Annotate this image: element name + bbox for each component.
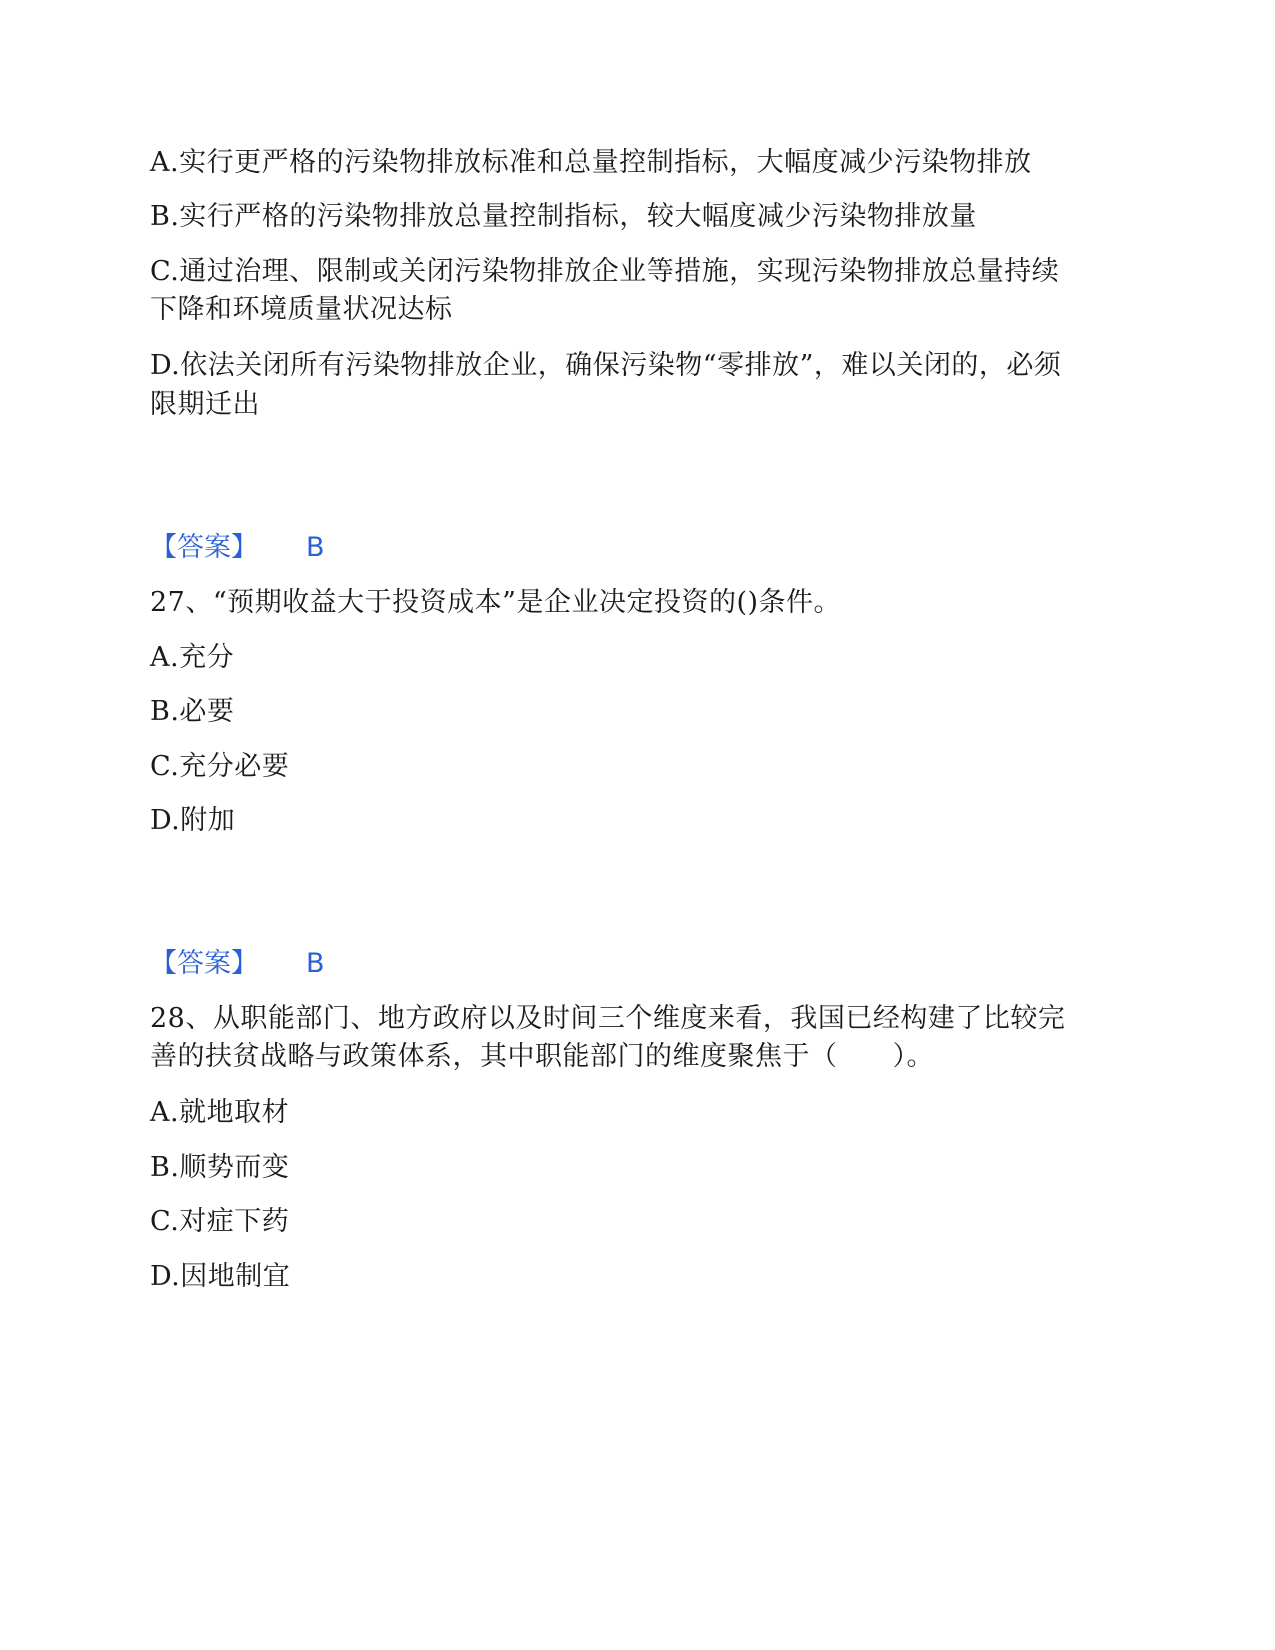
q27-option-b: B.必要 xyxy=(150,696,235,727)
q28-question: 28、从职能部门、地方政府以及时间三个维度来看，我国已经构建了比较完 xyxy=(150,1003,1066,1034)
answer-label: 【答案】 xyxy=(150,948,258,979)
q28-option-a: A.就地取材 xyxy=(150,1097,290,1128)
q26-answer xyxy=(150,528,325,568)
q28-option-d: D.因地制宜 xyxy=(150,1261,291,1292)
q28-option-b: B.顺势而变 xyxy=(150,1152,290,1183)
q26-option-b: B.实行严格的污染物排放总量控制指标，较大幅度减少污染物排放量 xyxy=(150,201,977,232)
q28-question-continued: 善的扶贫战略与政策体系，其中职能部门的维度聚焦于（ ）。 xyxy=(150,1041,934,1072)
answer-label: 【答案】 xyxy=(150,532,258,563)
answer-value: B xyxy=(306,948,325,979)
q27-answer xyxy=(150,944,325,984)
q28-option-c: C.对症下药 xyxy=(150,1206,290,1237)
q26-option-a: A.实行更严格的污染物排放标准和总量控制指标，大幅度减少污染物排放 xyxy=(150,147,1032,178)
answer-value: B xyxy=(306,532,325,563)
q27-option-d: D.附加 xyxy=(150,805,236,836)
q26-option-d-continued: 限期迁出 xyxy=(150,389,260,420)
q26-option-d: D.依法关闭所有污染物排放企业，确保污染物“零排放”，难以关闭的，必须 xyxy=(150,350,1062,381)
q26-option-c: C.通过治理、限制或关闭污染物排放企业等措施，实现污染物排放总量持续 xyxy=(150,256,1060,287)
q27-option-a: A.充分 xyxy=(150,642,235,673)
q27-question: 27、“预期收益大于投资成本”是企业决定投资的()条件。 xyxy=(150,587,842,618)
q26-option-c-continued: 下降和环境质量状况达标 xyxy=(150,294,453,325)
q27-option-c: C.充分必要 xyxy=(150,751,290,782)
